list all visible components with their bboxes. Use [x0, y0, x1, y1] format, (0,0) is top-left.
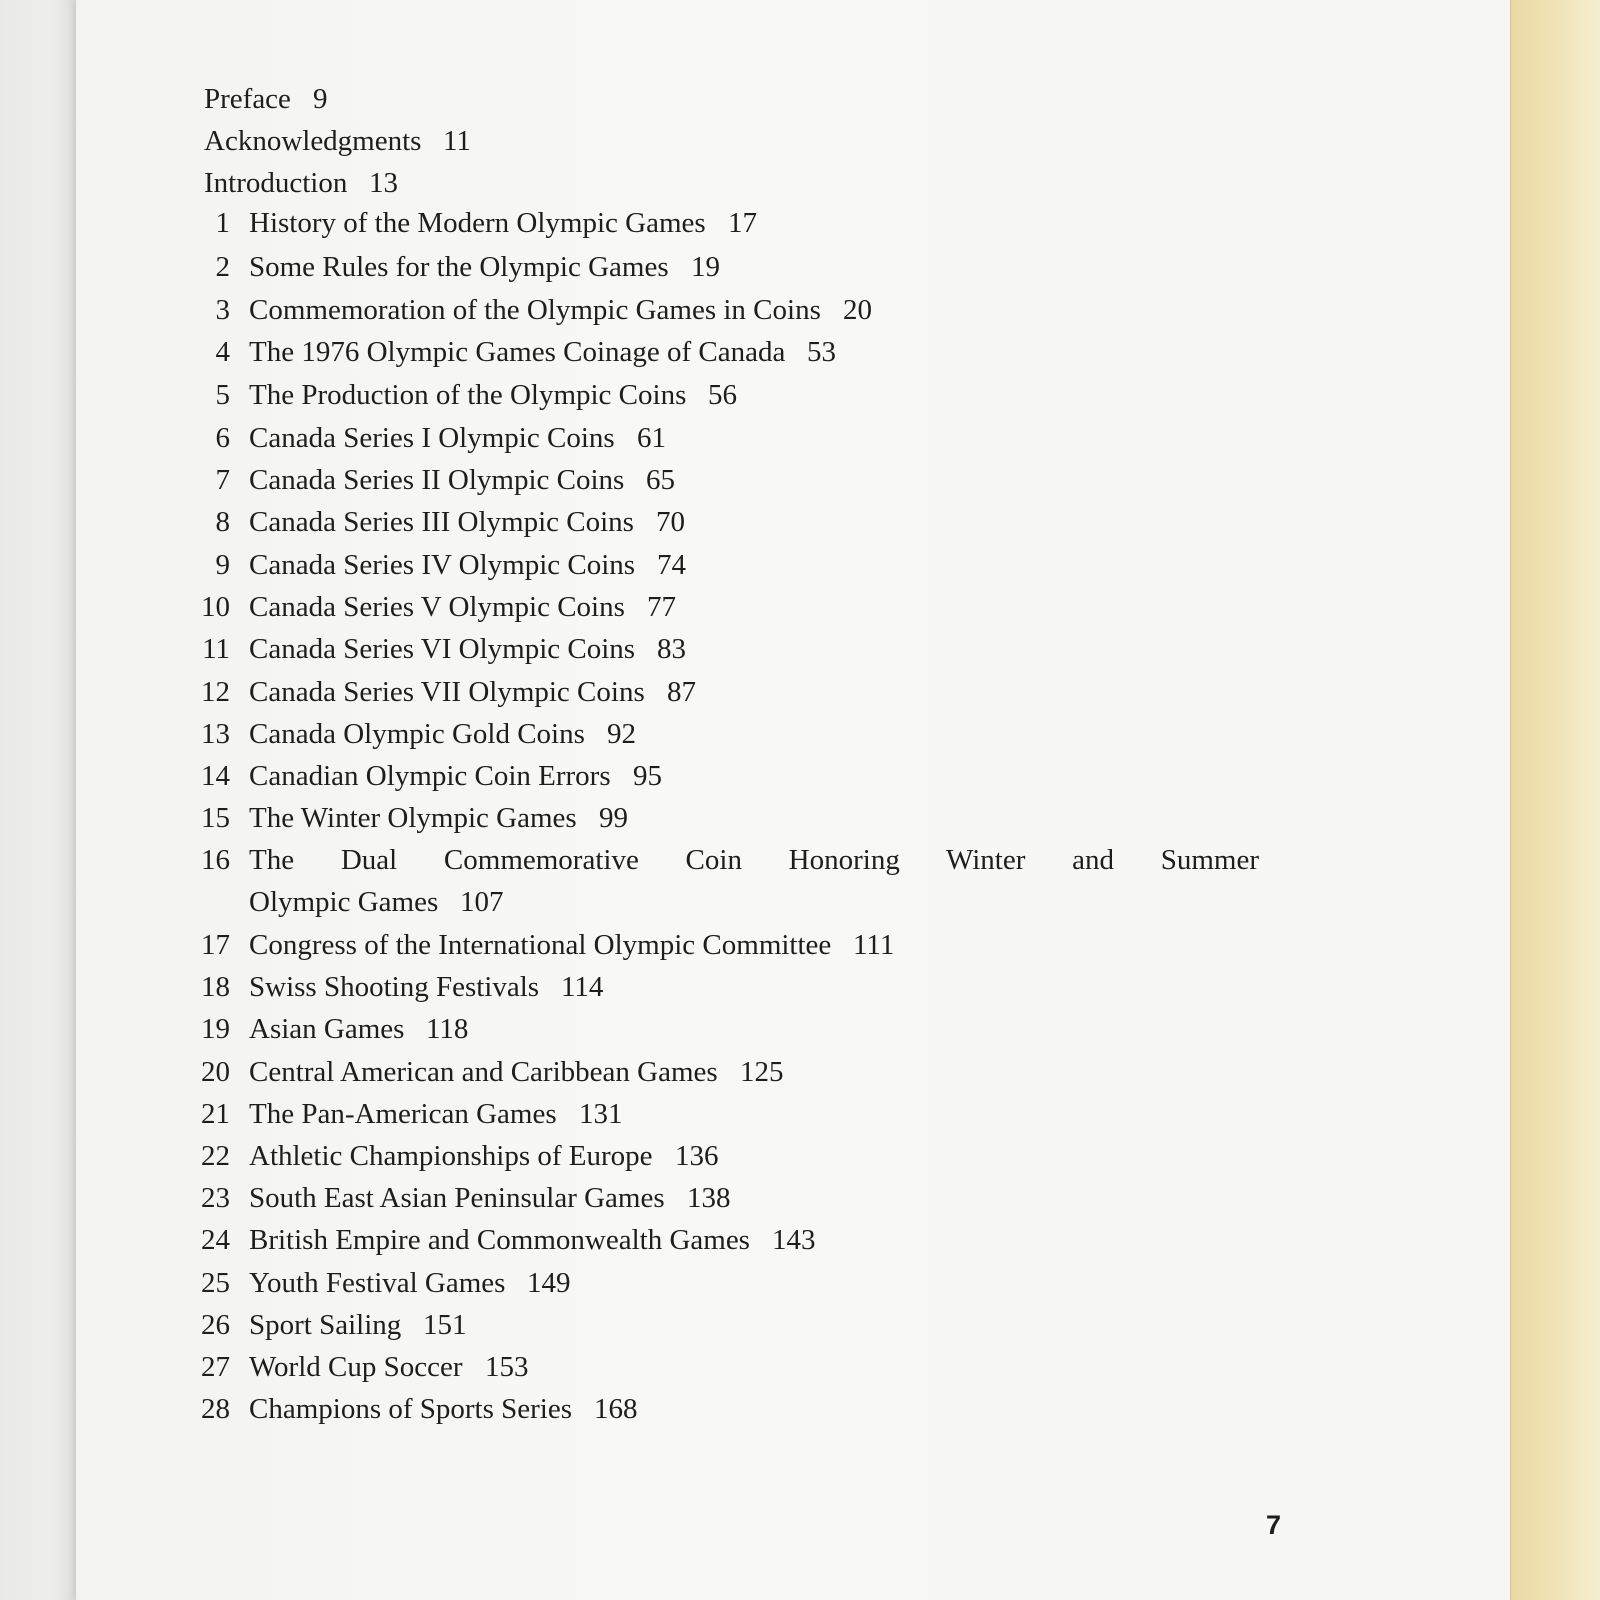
- chapter-title: Canada Series V Olympic Coins: [249, 591, 625, 623]
- entry-page: 11: [443, 125, 471, 157]
- chapter-number: 13: [201, 718, 230, 750]
- cover-edge: [1510, 0, 1600, 1600]
- chapter-page: 153: [485, 1351, 529, 1383]
- chapter-title: Champions of Sports Series: [249, 1393, 573, 1425]
- chapter-number: 8: [215, 506, 230, 538]
- chapter-number: 25: [201, 1267, 230, 1299]
- chapter-number: 26: [201, 1309, 230, 1341]
- entry-page: 9: [313, 83, 328, 115]
- chapter-number: 28: [201, 1393, 230, 1425]
- chapter-number: 18: [201, 971, 230, 1003]
- chapter-title: Some Rules for the Olympic Games: [249, 251, 669, 283]
- chapter-number: 20: [201, 1056, 230, 1088]
- chapter-title: Athletic Championships of Europe: [249, 1140, 653, 1172]
- chapter-title: Youth Festival Games: [249, 1267, 506, 1299]
- chapter-page: 61: [637, 422, 666, 454]
- chapter-title: The Winter Olympic Games: [249, 802, 577, 834]
- chapter-page: 151: [423, 1309, 467, 1341]
- chapter-title: Canada Olympic Gold Coins: [249, 718, 585, 750]
- chapter-number: 4: [215, 336, 230, 368]
- chapter-title: Congress of the International Olympic Committee: [249, 929, 832, 961]
- chapter-title: Canada Series III Olympic Coins: [249, 506, 634, 538]
- chapter-page: 111: [853, 929, 895, 961]
- chapter-number: 2: [215, 251, 230, 283]
- chapter-number: 7: [215, 464, 230, 496]
- chapter-title: Canada Series VII Olympic Coins: [249, 676, 645, 708]
- chapter-number: 10: [201, 591, 230, 623]
- chapter-title: Asian Games: [249, 1013, 405, 1045]
- chapter-title-continued: Olympic Games: [249, 886, 439, 918]
- entry-title: Preface: [204, 83, 291, 115]
- chapter-number: 23: [201, 1182, 230, 1214]
- chapter-title: The 1976 Olympic Games Coinage of Canada: [249, 336, 786, 368]
- chapter-page: 99: [599, 802, 628, 834]
- chapter-number: 5: [215, 379, 230, 411]
- chapter-title: The Production of the Olympic Coins: [249, 379, 687, 411]
- chapter-number: 1: [215, 207, 230, 239]
- chapter-page: 77: [647, 591, 676, 623]
- chapter-page: 92: [607, 718, 636, 750]
- chapter-number: 9: [215, 549, 230, 581]
- chapter-number: 11: [202, 633, 230, 665]
- chapter-number: 6: [215, 422, 230, 454]
- chapter-title: Canada Series IV Olympic Coins: [249, 549, 636, 581]
- entry-page: 13: [369, 167, 398, 199]
- chapter-title: Canada Series II Olympic Coins: [249, 464, 625, 496]
- facing-page-edge: [0, 0, 76, 1600]
- chapter-title: Swiss Shooting Festivals: [249, 971, 540, 1003]
- chapter-page: 65: [646, 464, 675, 496]
- chapter-title: World Cup Soccer: [249, 1351, 463, 1383]
- chapter-page: 131: [579, 1098, 623, 1130]
- chapter-number: 12: [201, 676, 230, 708]
- entry-title: Introduction: [204, 167, 348, 199]
- chapter-number: 27: [201, 1351, 230, 1383]
- chapter-title: Canada Series I Olympic Coins: [249, 422, 615, 454]
- chapter-page: 87: [667, 676, 696, 708]
- chapter-page: 107: [460, 886, 504, 918]
- chapter-title: History of the Modern Olympic Games: [249, 207, 706, 239]
- book-page: [76, 0, 1510, 1600]
- chapter-title: Canada Series VI Olympic Coins: [249, 633, 636, 665]
- chapter-page: 17: [728, 207, 757, 239]
- table-of-contents: [76, 0, 1510, 1600]
- chapter-page: 95: [633, 760, 662, 792]
- chapter-title: Commemoration of the Olympic Games in Coins: [249, 294, 821, 326]
- chapter-title: Canadian Olympic Coin Errors: [249, 760, 611, 792]
- chapter-page: 19: [691, 251, 720, 283]
- page-number: 7: [1266, 1510, 1282, 1540]
- chapter-number: 24: [201, 1224, 230, 1256]
- chapter-number: 14: [201, 760, 230, 792]
- chapter-number: 19: [201, 1013, 230, 1045]
- chapter-page: 70: [656, 506, 685, 538]
- chapter-number: 22: [201, 1140, 230, 1172]
- chapter-number: 17: [201, 929, 230, 961]
- chapter-page: 143: [772, 1224, 816, 1256]
- chapter-number: 16: [201, 844, 230, 876]
- chapter-title: The Dual Commemorative Coin Honoring Winter and Summer: [249, 844, 1259, 876]
- chapter-page: 168: [594, 1393, 638, 1425]
- chapter-page: 56: [708, 379, 737, 411]
- chapter-page: 53: [807, 336, 836, 368]
- chapter-number: 3: [215, 294, 230, 326]
- chapter-page: 125: [740, 1056, 784, 1088]
- chapter-number: 21: [201, 1098, 230, 1130]
- chapter-title: South East Asian Peninsular Games: [249, 1182, 665, 1214]
- chapter-page: 20: [843, 294, 872, 326]
- entry-title: Acknowledgments: [204, 125, 422, 157]
- chapter-title: Sport Sailing: [249, 1309, 402, 1341]
- chapter-title: Central American and Caribbean Games: [249, 1056, 718, 1088]
- chapter-page: 138: [687, 1182, 731, 1214]
- chapter-number: 15: [201, 802, 230, 834]
- chapter-page: 118: [426, 1013, 469, 1045]
- chapter-page: 136: [675, 1140, 719, 1172]
- chapter-page: 149: [527, 1267, 571, 1299]
- chapter-page: 83: [657, 633, 686, 665]
- chapter-page: 74: [657, 549, 686, 581]
- chapter-title: The Pan-American Games: [249, 1098, 557, 1130]
- chapter-page: 114: [561, 971, 604, 1003]
- chapter-title: British Empire and Commonwealth Games: [249, 1224, 750, 1256]
